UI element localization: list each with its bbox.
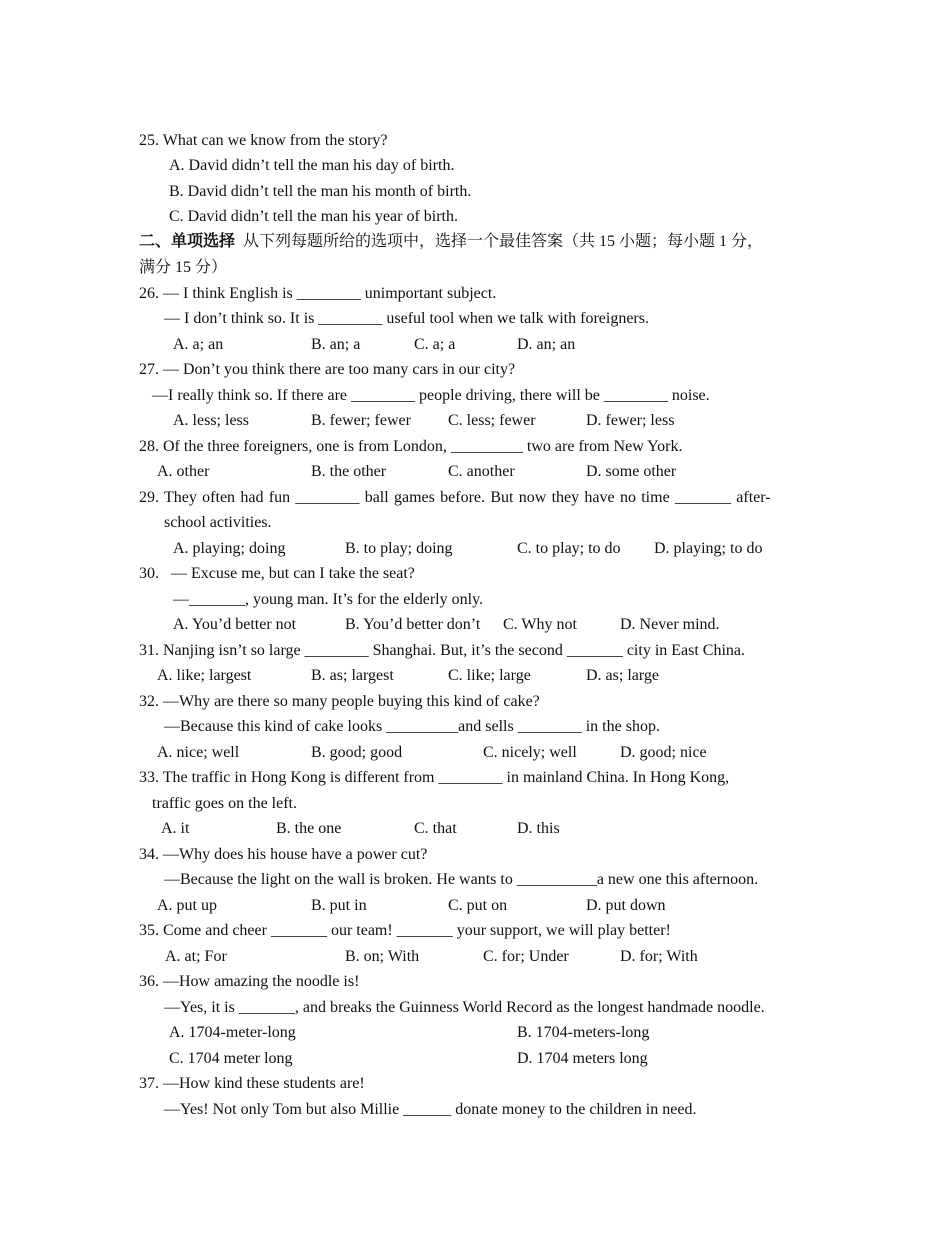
option: C. put on: [448, 897, 508, 914]
question-stem: 37. —How kind these students are!: [139, 1075, 365, 1092]
section-instruction: 从下列每题所给的选项中，选择一个最佳答案（共 15 小题；每小题 1 分，: [235, 233, 764, 250]
option: B. the one: [276, 820, 342, 837]
option: D. for; With: [620, 948, 698, 965]
option: C. less; fewer: [448, 412, 536, 429]
option: B. the other: [311, 463, 387, 480]
option: A. nice; well: [157, 744, 240, 761]
option: D. as; large: [586, 667, 660, 684]
option: A. You’d better not: [173, 616, 297, 633]
section-title: 二、单项选择: [139, 233, 236, 250]
option: B. fewer; fewer: [311, 412, 411, 429]
question-stem: 30. — Excuse me, but can I take the seat?: [139, 565, 415, 582]
option: C. for; Under: [483, 948, 569, 965]
option: B. put in: [311, 897, 367, 914]
option: A. other: [157, 463, 210, 480]
question-stem: 35. Come and cheer _______ our team! _______ your support, we will play better!: [139, 922, 671, 939]
question-stem: 34. —Why does his house have a power cut?: [139, 846, 428, 863]
option: C. David didn’t tell the man his year of birth.: [169, 208, 458, 225]
question-stem: 31. Nanjing isn’t so large ________ Shanghai. But, it’s the second _______ city in East China.: [139, 642, 746, 659]
question-line: —Yes! Not only Tom but also Millie ______ donate money to the children in need.: [164, 1101, 697, 1118]
option: A. like; largest: [157, 667, 252, 684]
option: B. good; good: [311, 744, 403, 761]
option: B. You’d better don’t: [345, 616, 481, 633]
option: A. it: [161, 820, 190, 837]
option: B. an; a: [311, 336, 361, 353]
option: C. another: [448, 463, 515, 480]
option: B. as; largest: [311, 667, 394, 684]
option: D. some other: [586, 463, 677, 480]
options-row: [0, 819, 950, 839]
question-line: traffic goes on the left.: [152, 795, 297, 812]
question-stem: 36. —How amazing the noodle is!: [139, 973, 360, 990]
option: A. less; less: [173, 412, 249, 429]
question-stem: 32. —Why are there so many people buying this kind of cake?: [139, 693, 540, 710]
option: D. put down: [586, 897, 666, 914]
option: A. a; an: [173, 336, 224, 353]
option: C. Why not: [503, 616, 577, 633]
option: A. put up: [157, 897, 217, 914]
option: A. 1704-meter-long: [169, 1024, 296, 1041]
options-row: [0, 615, 950, 635]
options-row: [0, 462, 950, 482]
options-row: [0, 1049, 950, 1069]
options-row: [0, 947, 950, 967]
option: D. good; nice: [620, 744, 707, 761]
option: A. playing; doing: [173, 540, 286, 557]
question-line: —_______, young man. It’s for the elderly only.: [173, 591, 484, 608]
section-heading: [139, 232, 763, 252]
option: C. nicely; well: [483, 744, 577, 761]
options-row: [0, 666, 950, 686]
question-stem: 26. — I think English is ________ unimportant subject.: [139, 285, 497, 302]
options-row: [0, 335, 950, 355]
option: B. 1704-meters-long: [517, 1024, 650, 1041]
options-row: [0, 411, 950, 431]
option: C. 1704 meter long: [169, 1050, 293, 1067]
question-stem: 29. They often had fun ________ ball games before. But now they have no time _______ after-: [139, 489, 771, 506]
option: C. like; large: [448, 667, 531, 684]
option: D. fewer; less: [586, 412, 675, 429]
option: D. playing; to do: [654, 540, 763, 557]
options-row: [0, 1023, 950, 1043]
question-line: —Yes, it is _______, and breaks the Guinness World Record as the longest handmade noodle.: [164, 999, 765, 1016]
options-row: [0, 539, 950, 559]
options-row: [0, 743, 950, 763]
question-line: school activities.: [164, 514, 272, 531]
option: B. David didn’t tell the man his month of birth.: [169, 183, 472, 200]
option: B. on; With: [345, 948, 420, 965]
option: D. an; an: [517, 336, 576, 353]
option: A. David didn’t tell the man his day of birth.: [169, 157, 455, 174]
question-line: —Because the light on the wall is broken. He wants to __________a new one this afternoon.: [164, 871, 759, 888]
option: D. Never mind.: [620, 616, 720, 633]
question-line: — I don’t think so. It is ________ useful tool when we talk with foreigners.: [164, 310, 649, 327]
section-instruction-cont: 满分 15 分）: [139, 259, 228, 276]
question-line: —I really think so. If there are ________ people driving, there will be ________ noise.: [152, 387, 710, 404]
question-stem: 33. The traffic in Hong Kong is different from ________ in mainland China. In Hong Kong,: [139, 769, 730, 786]
question-stem: 27. — Don’t you think there are too many cars in our city?: [139, 361, 516, 378]
question-stem: 25. What can we know from the story?: [139, 132, 388, 149]
option: D. this: [517, 820, 560, 837]
options-row: [0, 896, 950, 916]
option: C. that: [414, 820, 457, 837]
option: A. at; For: [165, 948, 227, 965]
question-stem: 28. Of the three foreigners, one is from London, _________ two are from New York.: [139, 438, 683, 455]
option: D. 1704 meters long: [517, 1050, 648, 1067]
option: C. a; a: [414, 336, 456, 353]
option: C. to play; to do: [517, 540, 621, 557]
option: B. to play; doing: [345, 540, 453, 557]
question-line: —Because this kind of cake looks _________and sells ________ in the shop.: [164, 718, 660, 735]
